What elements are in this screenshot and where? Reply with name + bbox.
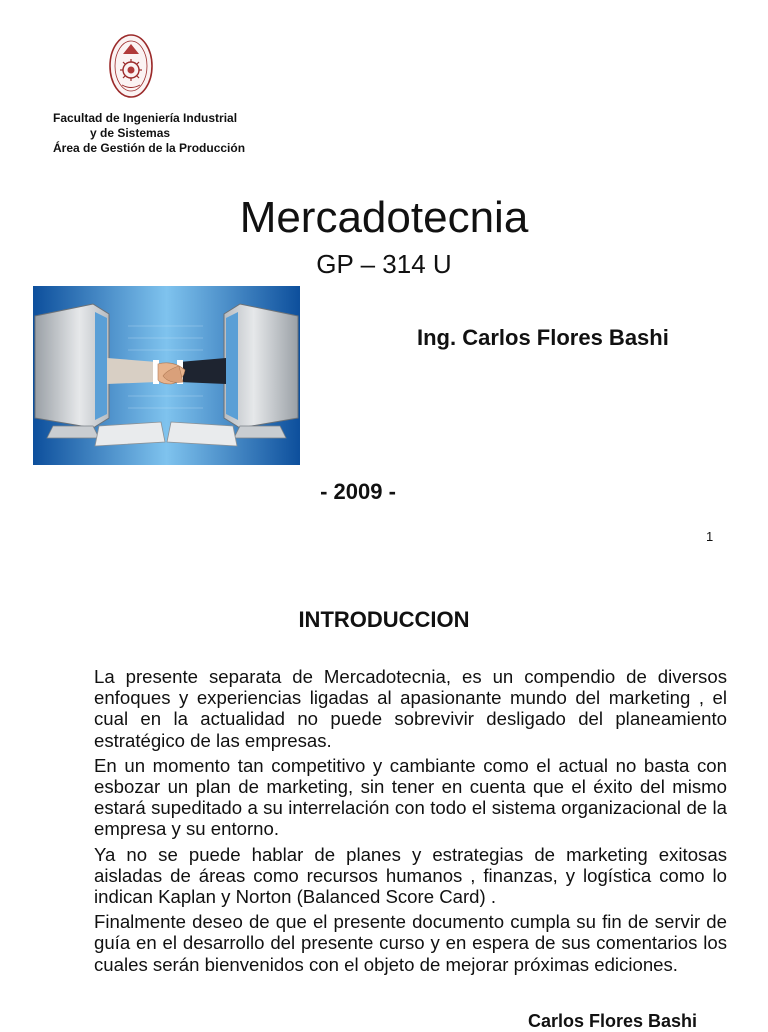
- publication-year: - 2009 -: [320, 479, 396, 504]
- page-number: 1: [706, 529, 714, 544]
- signature: Carlos Flores Bashi: [528, 1011, 698, 1031]
- author-name: Ing. Carlos Flores Bashi: [417, 325, 669, 350]
- faculty-line-2: y de Sistemas: [90, 126, 171, 140]
- intro-paragraph-3: Ya no se puede hablar de planes y estrategias de marketing exitosas aisladas de áreas como recursos humanos , finanzas, y logística como lo indican Kaplan y Norton (Balanced Score Card) .: [94, 843, 727, 908]
- intro-paragraph-1: La presente separata de Mercadotecnia, es un compendio de diversos enfoques y experiencias ligadas al apasionante mundo del marketing , el cual en la actualidad no puede sobrevivir desligado del planeamiento estratégico de las empresas.: [94, 666, 727, 751]
- introduction-heading: INTRODUCCION: [298, 607, 470, 632]
- intro-paragraph-4: Finalmente deseo de que el presente documento cumpla su fin de servir de guía en el desarrollo del presente curso y en espera de sus comentarios los cuales serán bienvenidos con el objeto de mejorar próximas ediciones.: [94, 911, 727, 975]
- faculty-line-1: Facultad de Ingeniería Industrial: [53, 111, 238, 125]
- course-code: GP – 314 U: [316, 249, 452, 279]
- introduction-body: [94, 666, 727, 979]
- faculty-line-3: Área de Gestión de la Producción: [53, 141, 246, 155]
- intro-paragraph-2: En un momento tan competitivo y cambiante como el actual no basta con esbozar un plan de marketing, sin tener en cuenta que el éxito del mismo estará supeditado a su interrelación con todo el sistema organizacional de la empresa y su entorno.: [94, 754, 727, 840]
- document-title: Mercadotecnia: [239, 193, 529, 242]
- university-seal-icon: [108, 32, 154, 100]
- handshake-computers-icon: [33, 286, 300, 465]
